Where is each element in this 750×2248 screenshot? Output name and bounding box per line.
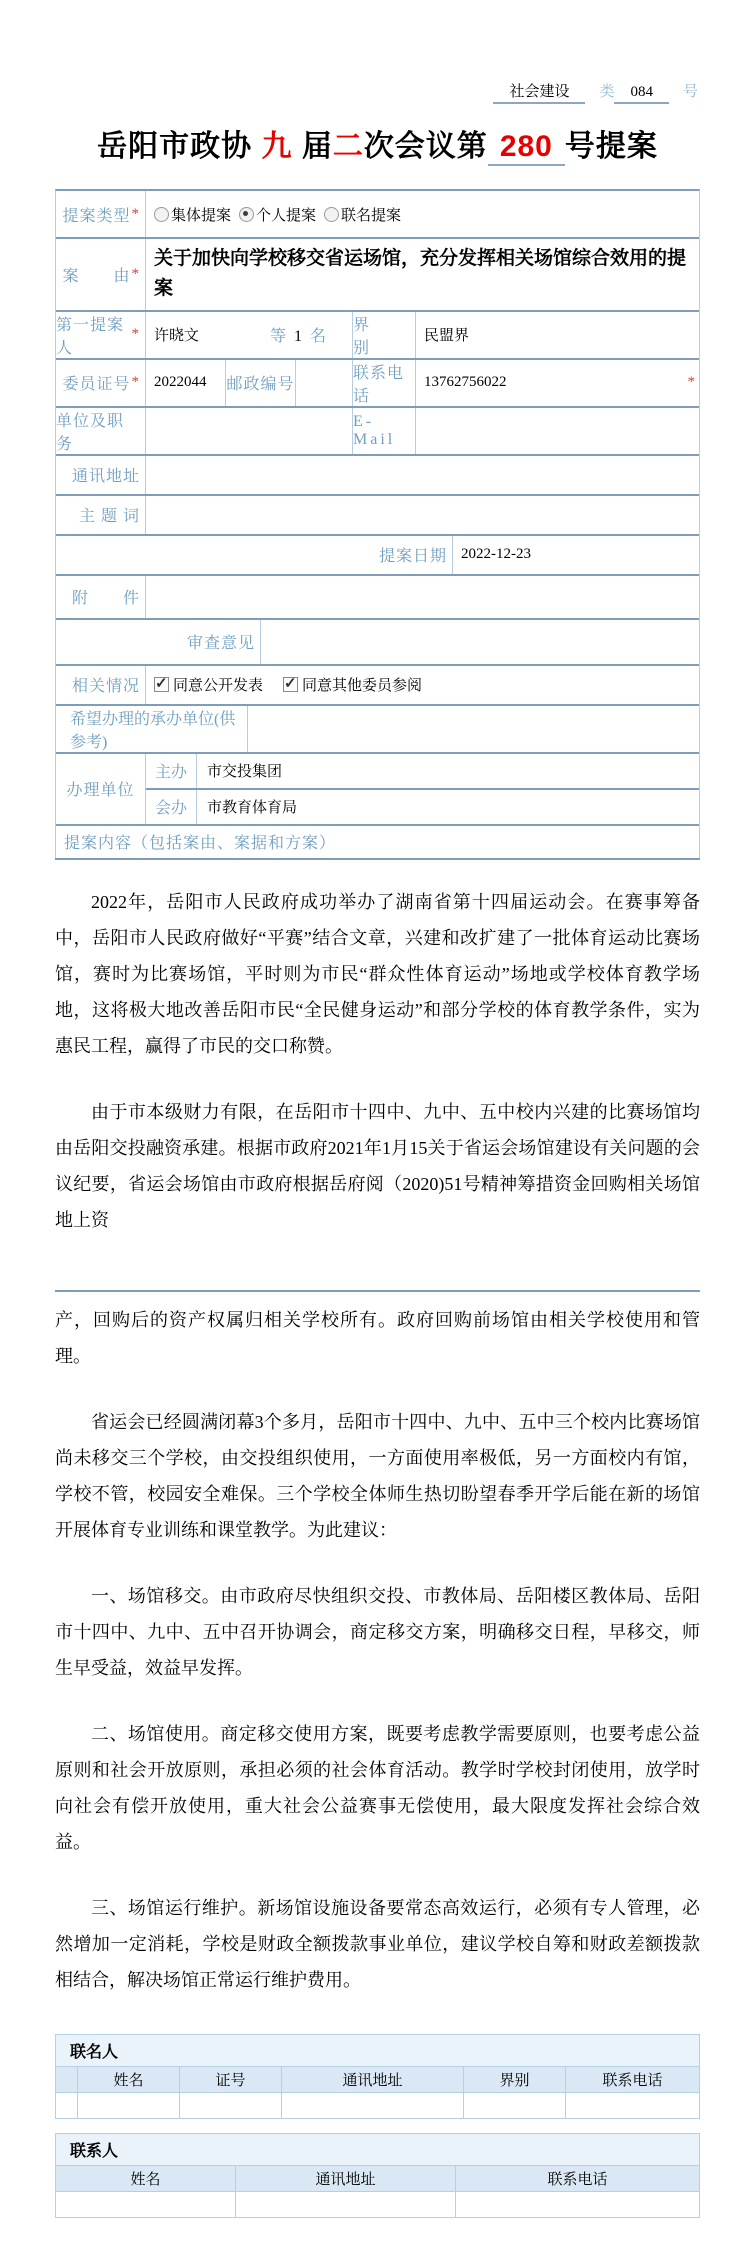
- sector-label: 界 别: [353, 312, 416, 358]
- column-header: 证号: [180, 2066, 282, 2092]
- page-break-divider: [55, 1290, 700, 1292]
- column-header: 姓名: [56, 2165, 236, 2191]
- proposal-type-options: [146, 191, 699, 237]
- radio-icon[interactable]: [324, 207, 339, 222]
- proposal-form-table: [55, 189, 700, 858]
- related-checkboxes: [146, 666, 699, 704]
- handling-row-main: [146, 754, 699, 788]
- row-content-header: [56, 826, 699, 858]
- serial-suffix: 号: [682, 84, 698, 100]
- paragraph-continuation: 产，回购后的资产权属归相关学校所有。政府回购前场馆由相关学校使用和管理。: [55, 1309, 700, 1366]
- member-id-label: 委员证号 *: [56, 360, 146, 406]
- radio-option-personal[interactable]: [239, 204, 316, 225]
- row-date: [56, 536, 699, 576]
- title-session: 九: [261, 130, 293, 163]
- row-attachment: [56, 576, 699, 620]
- checkbox-icon[interactable]: [283, 677, 298, 692]
- required-asterisk: *: [131, 265, 140, 282]
- radio-icon[interactable]: [154, 207, 169, 222]
- checkbox-label: 同意公开发表: [173, 678, 264, 695]
- date-value: 2022-12-23: [461, 546, 531, 563]
- column-header: [56, 2066, 78, 2092]
- table-cell: [180, 2092, 282, 2118]
- handling-unit-rows: [146, 754, 699, 824]
- address-label: 通讯地址: [56, 456, 146, 494]
- postal-code-value: [296, 360, 353, 406]
- serial-number: 084: [614, 84, 669, 104]
- radio-option-collective[interactable]: [154, 204, 231, 225]
- postal-code-label: 邮政编号: [226, 360, 296, 406]
- first-proposer-label: 第一提案人 *: [56, 312, 146, 358]
- column-header: 界别: [464, 2066, 566, 2092]
- joint-table-empty-row: [56, 2092, 700, 2118]
- handling-value-main: 市交投集团: [207, 764, 283, 781]
- hoped-unit-label: 希望办理的承办单位(供参考): [56, 706, 248, 752]
- row-proposal-type: [56, 191, 699, 239]
- table-cell: [456, 2191, 700, 2217]
- row-review: [56, 620, 699, 666]
- row-case-title: [56, 239, 699, 312]
- column-header: 通讯地址: [282, 2066, 464, 2092]
- hoped-unit-value: [248, 706, 699, 752]
- title-mid2: 次会议第: [363, 130, 488, 163]
- joint-table-header-row: [56, 2066, 700, 2092]
- email-label: E-Mail: [353, 408, 416, 454]
- joint-signers-table: [55, 2034, 700, 2119]
- row-address: [56, 456, 699, 496]
- phone-value: 13762756022 *: [424, 374, 695, 391]
- paragraph: 由于市本级财力有限，在岳阳市十四中、九中、五中校内兴建的比赛场馆均由岳阳交投融资承建。根据市政府2021年1月15关于省运会场馆建设有关问题的会议纪要，省运会场馆由市政府根据岳府阅（2020)51号精神筹措资金回购相关场馆地上资: [55, 1101, 700, 1230]
- checkbox-public-publish[interactable]: [154, 674, 263, 695]
- work-unit-label: 单位及职务: [56, 408, 146, 454]
- paragraph: 省运会已经圆满闭幕3个多月，岳阳市十四中、九中、五中三个校内比赛场馆尚未移交三个学校，由交投组织使用，一方面使用率极低，另一方面校内有馆，学校不管，校园安全难保。三个学校全体师生热切盼望春季开学后能在新的场馆开展体育专业训练和课堂教学。为此建议：: [55, 1411, 700, 1540]
- radio-label: 联名提案: [341, 207, 402, 224]
- category-value: 社会建设: [493, 84, 585, 104]
- column-header: 联系电话: [456, 2165, 700, 2191]
- handling-unit-label: 办理单位: [56, 754, 146, 824]
- column-header: 通讯地址: [236, 2165, 456, 2191]
- keywords-label: 主 题 词: [56, 496, 146, 534]
- radio-option-joint[interactable]: [324, 204, 401, 225]
- radio-label: 集体提案: [171, 207, 232, 224]
- table-cell: [566, 2092, 700, 2118]
- contact-table-empty-row: [56, 2191, 700, 2217]
- email-value: [416, 408, 699, 454]
- date-label: 提案日期: [56, 536, 453, 574]
- category-suffix: 类: [599, 84, 615, 100]
- keywords-value: [146, 496, 699, 534]
- title-proposal-no: 280: [488, 130, 565, 166]
- handling-row-co: [146, 788, 699, 824]
- sector-value: 民盟界: [424, 328, 470, 345]
- table-cell: [56, 2191, 236, 2217]
- joint-table-title: 联名人: [56, 2034, 700, 2066]
- row-member-id: [56, 360, 699, 408]
- handling-value-co: 市教育体育局: [207, 800, 298, 817]
- contact-person-table: [55, 2133, 700, 2218]
- phone-label: 联系电话: [353, 360, 416, 406]
- checkbox-member-review[interactable]: [283, 674, 422, 695]
- case-title-value: 关于加快向学校移交省运场馆，充分发挥相关场馆综合效用的提案: [154, 248, 687, 300]
- contact-table-title: 联系人: [56, 2133, 700, 2165]
- radio-label: 个人提案: [256, 207, 317, 224]
- content-top-rule: [55, 858, 700, 860]
- column-header: 姓名: [78, 2066, 180, 2092]
- first-proposer-value: 许晓文 等 1 名: [146, 312, 353, 358]
- classification-line: [55, 80, 700, 101]
- table-cell: [236, 2191, 456, 2217]
- proposer-count: 等 1 名: [269, 328, 328, 346]
- paragraph: 三、场馆运行维护。新场馆设施设备要常态高效运行，必须有专人管理，必然增加一定消耗，学校是财政全额拨款事业单位，建议学校自筹和财政差额拨款相结合，解决场馆正常运行维护费用。: [55, 1897, 700, 1990]
- checkbox-label: 同意其他委员参阅: [302, 678, 423, 695]
- column-header: 联系电话: [566, 2066, 700, 2092]
- row-keywords: [56, 496, 699, 536]
- page-title: [55, 121, 700, 165]
- content-section-header: 提案内容（包括案由、案据和方案）: [64, 835, 337, 853]
- handling-type-co: 会办: [146, 790, 197, 824]
- required-asterisk: *: [131, 326, 140, 343]
- title-suffix: 号提案: [564, 130, 658, 163]
- related-label: 相关情况: [56, 666, 146, 704]
- paragraph: 二、场馆使用。商定移交使用方案，既要考虑教学需要原则，也要考虑公益原则和社会开放原则，承担必须的社会体育活动。教学时学校封闭使用，放学时向社会有偿开放使用，重大社会公益赛事无偿使用，最大限度发挥社会综合效益。: [55, 1723, 700, 1852]
- row-handling-unit: [56, 754, 699, 826]
- checkbox-icon[interactable]: [154, 677, 169, 692]
- row-hoped-unit: [56, 706, 699, 754]
- review-label: 审查意见: [56, 620, 261, 664]
- required-asterisk: *: [687, 374, 695, 391]
- paragraph: 2022年，岳阳市人民政府成功举办了湖南省第十四届运动会。在赛事筹备中，岳阳市人民政府做好“平赛”结合文章，兴建和改扩建了一批体育运动比赛场馆，赛时为比赛场馆，平时则为市民“群众性体育运动”场地或学校体育教学场地，这将极大地改善岳阳市民“全民健身运动”和部分学校的体育教学条件，实为惠民工程，赢得了市民的交口称赞。: [55, 891, 700, 1056]
- row-work-unit: [56, 408, 699, 456]
- required-asterisk: *: [131, 205, 140, 222]
- contact-table-header-row: [56, 2165, 700, 2191]
- required-asterisk: *: [131, 374, 140, 391]
- proposal-content: [55, 884, 700, 1998]
- title-session-no: 二: [332, 130, 364, 163]
- member-id-value: 2022044: [146, 360, 226, 406]
- table-cell: [78, 2092, 180, 2118]
- review-value: [261, 620, 699, 664]
- table-cell: [56, 2092, 78, 2118]
- title-prefix: 岳阳市政协: [97, 130, 253, 163]
- table-cell: [464, 2092, 566, 2118]
- work-unit-value: [146, 408, 353, 454]
- attachment-label: 附 件: [56, 576, 146, 618]
- proposal-type-label: 提案类型 *: [56, 191, 146, 237]
- handling-type-main: 主办: [146, 754, 197, 788]
- attachment-value: [146, 576, 699, 618]
- page-break-gap: [55, 1238, 700, 1290]
- paragraph: 一、场馆移交。由市政府尽快组织交投、市教体局、岳阳楼区教体局、岳阳市十四中、九中、五中召开协调会，商定移交方案，明确移交日程，早移交，师生早受益，效益早发挥。: [55, 1585, 700, 1678]
- row-first-proposer: [56, 312, 699, 360]
- title-mid1: 届: [301, 130, 333, 163]
- radio-icon[interactable]: [239, 207, 254, 222]
- row-related: [56, 666, 699, 706]
- table-cell: [282, 2092, 464, 2118]
- address-value: [146, 456, 699, 494]
- case-title-label: 案 由 *: [56, 239, 146, 310]
